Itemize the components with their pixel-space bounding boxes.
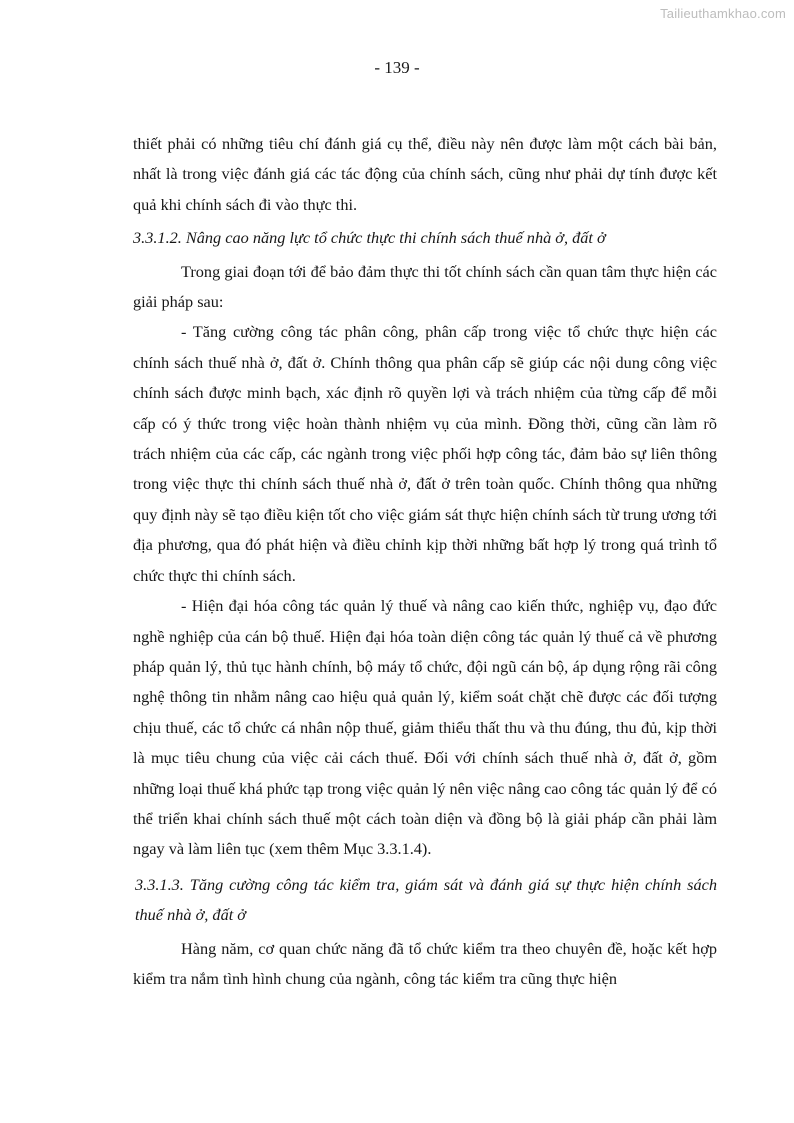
section-heading-3-3-1-2: 3.3.1.2. Nâng cao năng lực tổ chức thực thi chính sách thuế nhà ở, đất ở bbox=[133, 228, 606, 248]
body-text bbox=[133, 129, 717, 994]
paragraph-continuation: thiết phải có những tiêu chí đánh giá cụ thể, điều này nên được làm một cách bài bản, nhất là trong việc đánh giá các tác động của chính sách, cũng như phải dự tính được kết quả khi chính sách đi vào thực thi. bbox=[133, 134, 717, 214]
section-heading-3-3-1-3: 3.3.1.3. Tăng cường công tác kiểm tra, giám sát và đánh giá sự thực hiện chính sách thuế nhà ở, đất ở bbox=[135, 874, 717, 925]
paragraph-modernization: - Hiện đại hóa công tác quản lý thuế và nâng cao kiến thức, nghiệp vụ, đạo đức nghề nghiệp của cán bộ thuế. Hiện đại hóa toàn diện công tác quản lý thuế cả về phương pháp quản lý, thủ tục hành chính, bộ máy tổ chức, đội ngũ cán bộ, áp dụng rộng rãi công nghệ thông tin nhằm nâng cao hiệu quả quản lý, kiểm soát chặt chẽ được các đối tượng chịu thuế, các tổ chức cá nhân nộp thuế, giảm thiểu thất thu và thu đúng, thu đủ, kịp thời là mục tiêu chung của việc cải cách thuế. Đối với chính sách thuế nhà ở, đất ở, gồm những loại thuế khá phức tạp trong việc quản lý nên việc nâng cao công tác quản lý để có thể triển khai chính sách thuế một cách toàn diện và đồng bộ là giải pháp cần phải làm ngay và làm liên tục (xem thêm Mục 3.3.1.4). bbox=[133, 596, 717, 859]
watermark: Tailieuthamkhao.com bbox=[660, 6, 786, 21]
paragraph-delegation: - Tăng cường công tác phân công, phân cấp trong việc tổ chức thực hiện các chính sách thuế nhà ở, đất ở. Chính thông qua phân cấp sẽ giúp các nội dung công việc chính sách được minh bạch, xác định rõ quyền lợi và trách nhiệm của từng cấp để mỗi cấp có ý thức trong việc hoàn thành nhiệm vụ của mình. Đồng thời, cũng cần làm rõ trách nhiệm của các cấp, các ngành trong việc phối hợp công tác, đảm bảo sự liên thông trong việc thực thi chính sách thuế nhà ở, đất ở trên toàn quốc. Chính thông qua những quy định này sẽ tạo điều kiện tốt cho việc giám sát thực hiện chính sách từ trung ương tới địa phương, qua đó phát hiện và điều chỉnh kịp thời những bất hợp lý trong quá trình tổ chức thực thi chính sách. bbox=[133, 322, 717, 585]
page-number: - 139 - bbox=[374, 58, 420, 77]
paragraph-intro: Trong giai đoạn tới để bảo đảm thực thi tốt chính sách cần quan tâm thực hiện các giải pháp sau: bbox=[133, 261, 717, 312]
paragraph-inspection: Hàng năm, cơ quan chức năng đã tổ chức kiểm tra theo chuyên đề, hoặc kết hợp kiểm tra nắm tình hình chung của ngành, công tác kiểm tra cũng thực hiện bbox=[133, 938, 717, 988]
